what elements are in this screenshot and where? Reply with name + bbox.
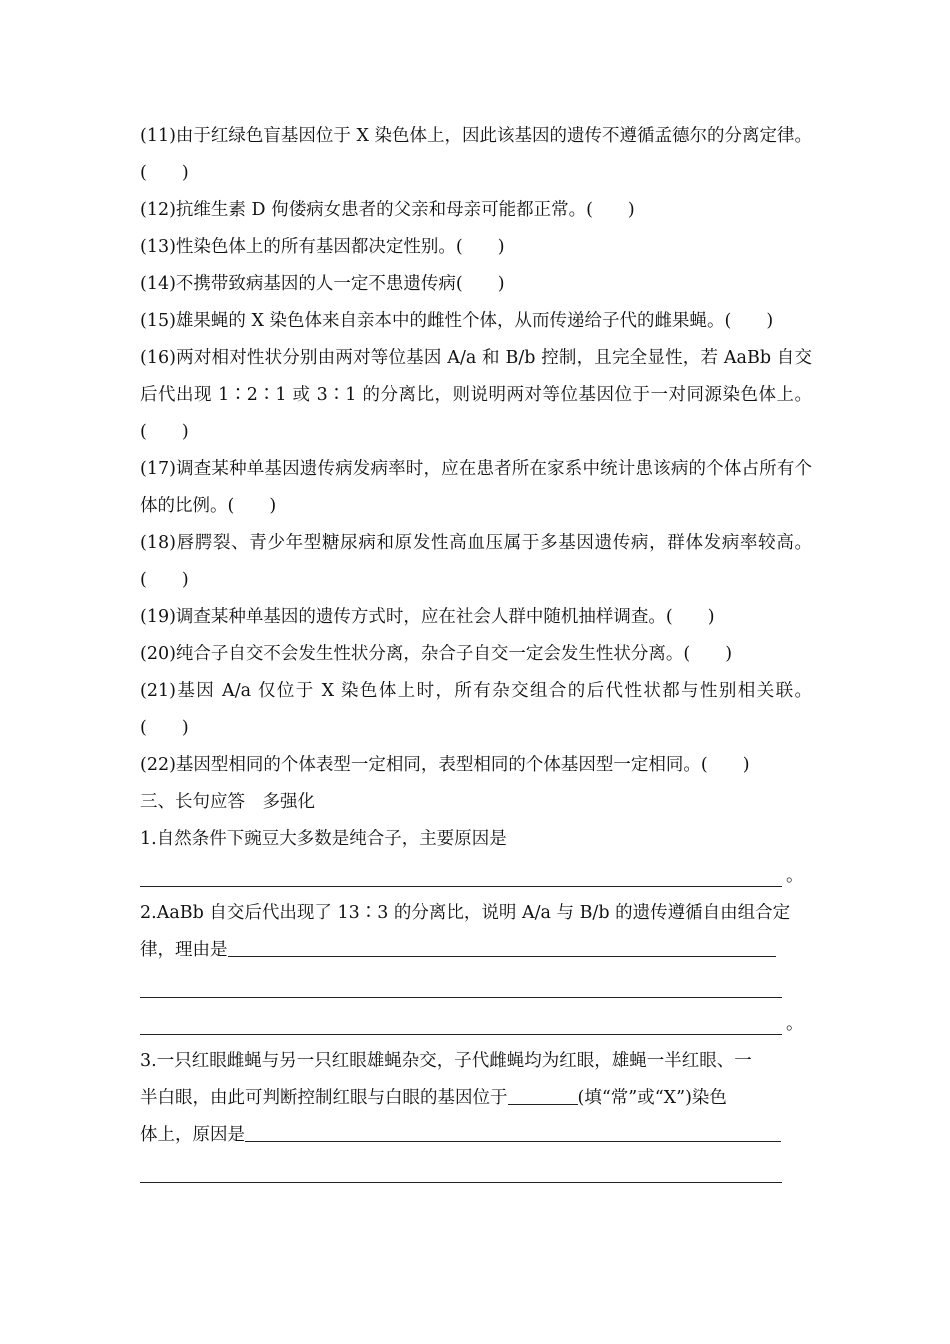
question-3-line-3: 体上，原因是 (140, 1125, 245, 1145)
period-mark: 。 (786, 866, 804, 886)
answer-line-2c[interactable] (140, 1034, 782, 1035)
judgment-item-14: (14)不携带致病基因的人一定不患遗传病( ) (140, 274, 505, 294)
judgment-item-13: (13)性染色体上的所有基因都决定性别。( ) (140, 237, 505, 257)
question-1-text: 1.自然条件下豌豆大多数是纯合子，主要原因是 (140, 829, 507, 849)
judgment-item-22: (22)基因型相同的个体表型一定相同，表型相同的个体基因型一定相同。( ) (140, 755, 750, 775)
judgment-item-16: (16)两对相对性状分别由两对等位基因 A/a 和 B/b 控制，且完全显性，若 AaBb 自交后代出现 1∶2∶1 或 3∶1 的分离比，则说明两对等位基因位于一对同源染色体上。( ) (140, 348, 812, 442)
judgment-item-17: (17)调查某种单基因遗传病发病率时，应在患者所在家系中统计患该病的个体占所有个体的比例。( ) (140, 459, 812, 516)
answer-line-3b[interactable] (140, 1182, 782, 1183)
judgment-item-15: (15)雄果蝇的 X 染色体来自亲本中的雌性个体，从而传递给子代的雌果蝇。( ) (140, 311, 774, 331)
question-3-line-2b: (填“常”或“X”)染色 (577, 1088, 727, 1108)
question-3-line-2a: 半白眼，由此可判断控制红眼与白眼的基因位于 (140, 1088, 508, 1108)
question-3 (140, 1043, 812, 1191)
judgment-item-11: (11)由于红绿色盲基因位于 X 染色体上，因此该基因的遗传不遵循孟德尔的分离定律。( ) (140, 126, 813, 183)
answer-line-2a[interactable] (228, 934, 776, 957)
document-page (140, 118, 812, 1191)
judgment-item-21: (21)基因 A/a 仅位于 X 染色体上时，所有杂交组合的后代性状都与性别相关联。( ) (140, 681, 812, 738)
question-2-line-2: 律，理由是 (140, 940, 228, 960)
question-1 (140, 821, 812, 895)
judgment-item-20: (20)纯合子自交不会发生性状分离，杂合子自交一定会发生性状分离。( ) (140, 644, 733, 664)
period-mark: 。 (786, 1014, 804, 1034)
question-3-line-1: 3.一只红眼雌蝇与另一只红眼雄蝇杂交，子代雌蝇均为红眼，雄蝇一半红眼、一 (140, 1051, 752, 1071)
question-2-line-1: 2.AaBb 自交后代出现了 13∶3 的分离比，说明 A/a 与 B/b 的遗传遵循自由组合定 (140, 903, 791, 923)
answer-line-2b[interactable] (140, 997, 782, 998)
section-title: 三、长句应答 多强化 (140, 792, 315, 812)
question-2 (140, 895, 812, 1043)
judgment-item-12: (12)抗维生素 D 佝偻病女患者的父亲和母亲可能都正常。( ) (140, 200, 635, 220)
answer-line-3a[interactable] (245, 1119, 781, 1142)
judgment-item-18: (18)唇腭裂、青少年型糖尿病和原发性高血压属于多基因遗传病，群体发病率较高。( ) (140, 533, 812, 590)
answer-blank-3[interactable] (508, 1082, 578, 1105)
judgment-item-19: (19)调查某种单基因的遗传方式时，应在社会人群中随机抽样调查。( ) (140, 607, 715, 627)
answer-line-1[interactable] (140, 886, 782, 887)
